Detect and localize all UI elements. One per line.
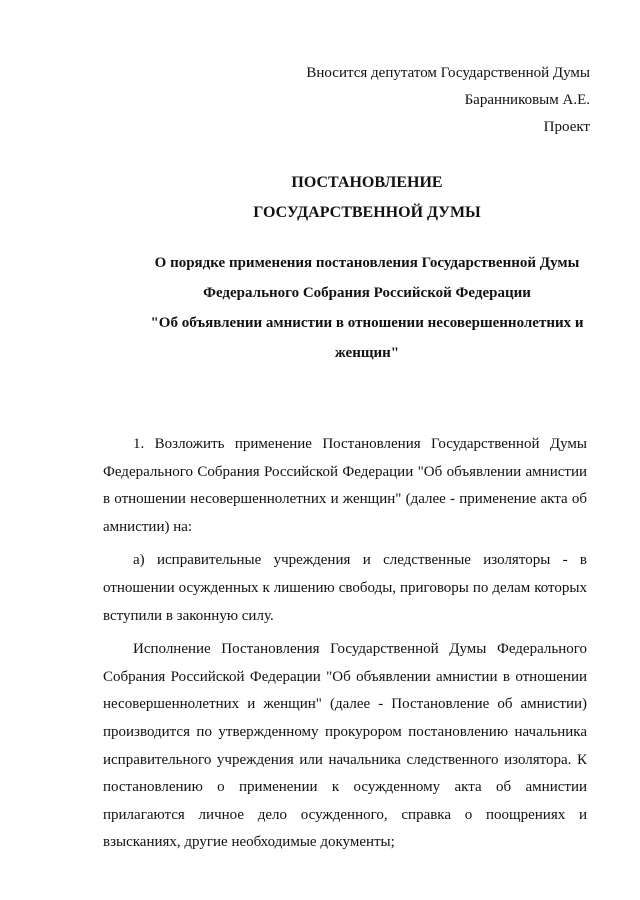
paragraph-2: а) исправительные учреждения и следственные изоляторы - в отношении осужденных к лишению свободы, приговоры по делам которых вступили в законную силу. [103, 552, 587, 624]
title-line-1: ПОСТАНОВЛЕНИЕ [291, 174, 443, 191]
draft-label: Проект [543, 119, 590, 135]
subject-line-2: Федерального Собрания Российской Федерации [203, 285, 531, 301]
subject-line-1: О порядке применения постановления Государственной Думы [154, 255, 580, 271]
document-body [103, 431, 587, 857]
submitted-by-line: Вносится депутатом Государственной Думы [306, 65, 590, 81]
paragraph-1: 1. Возложить применение Постановления Государственной Думы Федерального Собрания Российской Федерации "Об объявлении амнистии в отношении несовершеннолетних и женщин" (далее - применение акта об амнистии) на: [103, 436, 587, 535]
submission-header [306, 60, 590, 141]
document-subject [0, 248, 640, 368]
title-line-2: ГОСУДАРСТВЕННОЙ ДУМЫ [253, 204, 481, 221]
subject-line-4: женщин" [334, 345, 400, 361]
document-title [0, 168, 640, 228]
subject-line-3: "Об объявлении амнистии в отношении несовершеннолетних и [150, 315, 584, 331]
deputy-name: Баранниковым А.Е. [464, 92, 590, 108]
paragraph-3: Исполнение Постановления Государственной Думы Федерального Собрания Российской Федерации "Об объявлении амнистии в отношении несовершеннолетних и женщин" (далее - Постановление об амнистии) производится по утвержденному прокурором постановлению начальника исправительного учреждения или начальника следственного изолятора. К постановлению о применении к осужденному акта об амнистии прилагаются личное дело осужденного, справка о поощрениях и взысканиях, другие необходимые документы; [103, 641, 587, 851]
